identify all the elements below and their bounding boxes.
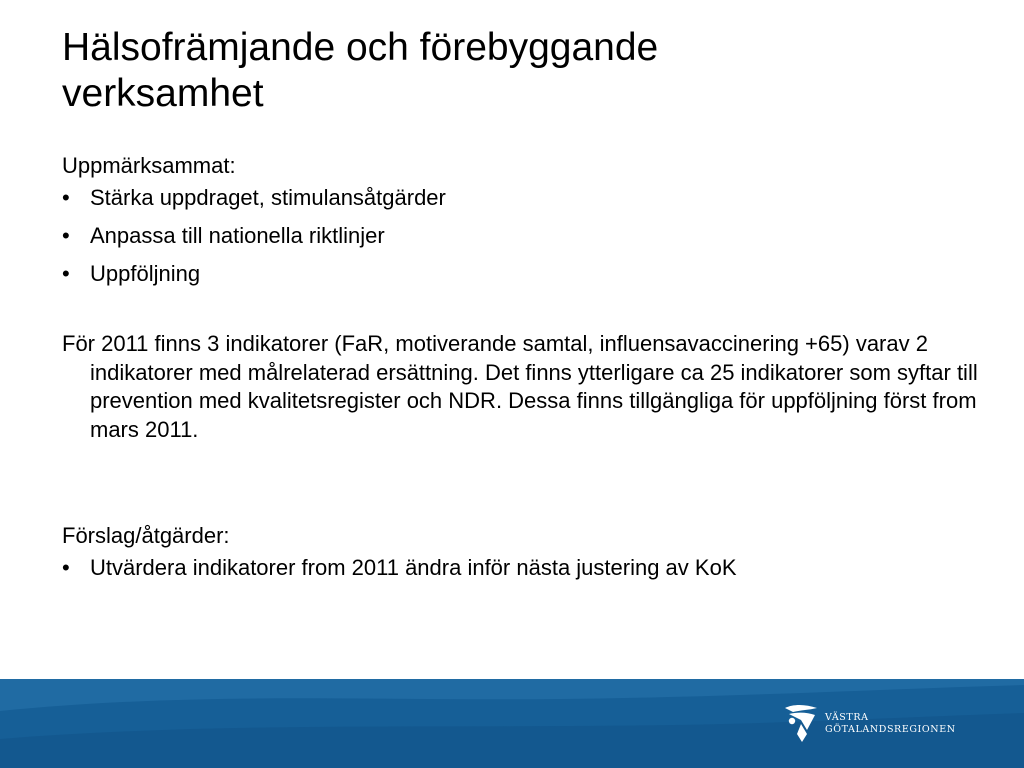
organization-logo (783, 704, 973, 744)
bullet-text: Anpassa till nationella riktlinjer (90, 223, 385, 248)
spacer (62, 444, 982, 522)
bullet-item (62, 554, 982, 592)
logo-wordmark (825, 712, 956, 736)
vastra-gotalandsregionen-logo-icon (783, 704, 821, 744)
bullet-marker: • (62, 555, 70, 580)
bullet-marker: • (62, 185, 70, 210)
footer-band (0, 679, 1024, 768)
bullet-marker: • (62, 261, 70, 286)
logo-line-2: GÖTALANDSREGIONEN (825, 724, 956, 735)
slide-body (62, 152, 982, 592)
bullet-text: Uppföljning (90, 261, 201, 286)
spacer (62, 298, 982, 330)
logo-line-1: VÄSTRA (825, 712, 869, 723)
bullet-text: Stärka uppdraget, stimulansåtgärder (90, 185, 446, 210)
bullet-text: Utvärdera indikatorer from 2011 ändra inför nästa justering av KoK (90, 555, 737, 580)
bullet-item (62, 222, 982, 260)
bullet-marker: • (62, 223, 70, 248)
bullet-item (62, 260, 982, 298)
indicator-paragraph: För 2011 finns 3 indikatorer (FaR, motiverande samtal, influensavaccinering +65) varav 2 indikatorer med målrelaterad ersättning. Det finns ytterligare ca 25 indikatorer som syftar till prevention med kvalitetsregister och NDR. Dessa finns tillgängliga för uppföljning först from mars 2011. (62, 331, 978, 442)
slide-title-line-2: verksamhet (62, 72, 264, 115)
slide-title-line-1: Hälsofrämjande och förebyggande (62, 26, 659, 69)
slide-title (62, 25, 962, 117)
section-heading-noticed: Uppmärksammat: (62, 153, 236, 178)
bullet-item (62, 184, 982, 222)
section-heading-proposals: Förslag/åtgärder: (62, 523, 230, 548)
